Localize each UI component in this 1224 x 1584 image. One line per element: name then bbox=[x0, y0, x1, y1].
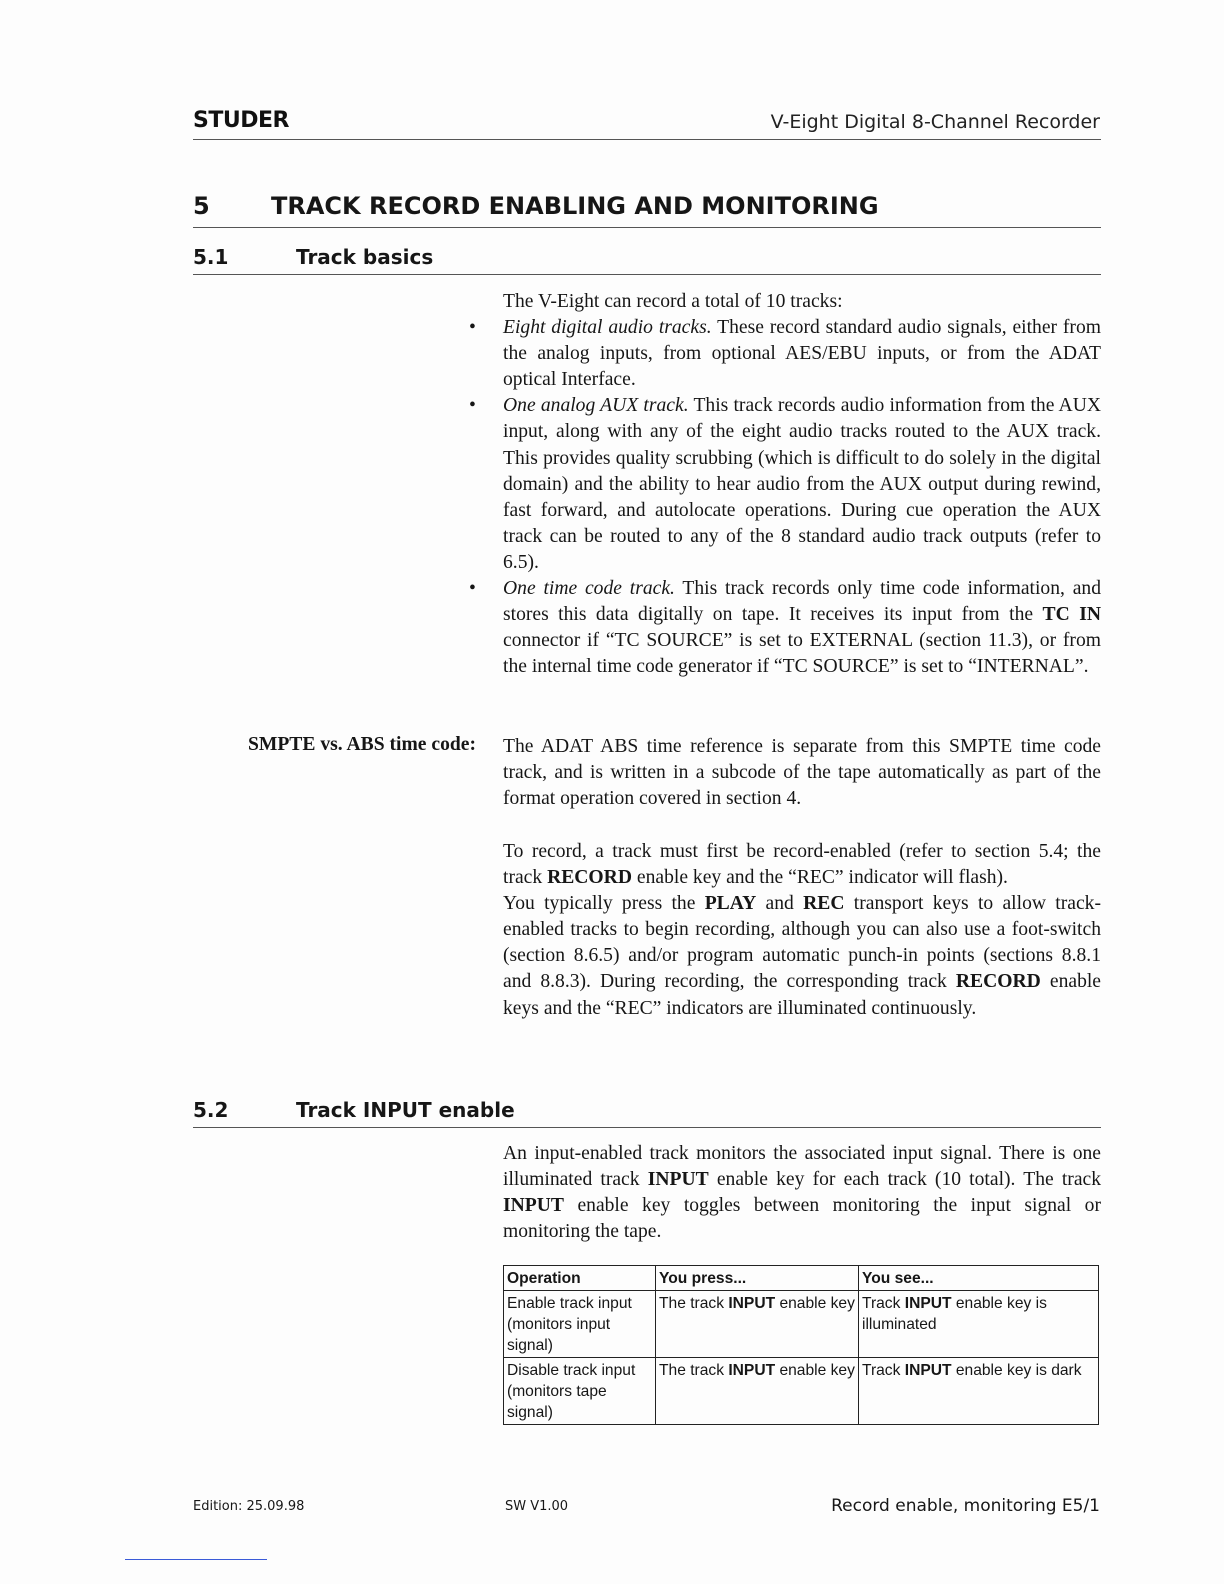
text: enable key toggles between monitoring the input signal or monitoring the tape. bbox=[503, 1195, 1101, 1243]
bullet-text: These record standard audio signals, either from the analog inputs, from optional AES/EBU inputs, or from the ADAT optical Interface. bbox=[503, 317, 1101, 391]
text: enable key is dark bbox=[951, 1362, 1082, 1379]
keyword: INPUT bbox=[728, 1295, 776, 1312]
record-paragraph-1 bbox=[503, 839, 1101, 891]
text: (monitors input signal) bbox=[507, 1316, 611, 1354]
keyword: REC bbox=[803, 893, 845, 915]
text: You typically press the bbox=[503, 893, 705, 915]
text: enable key is illuminated bbox=[862, 1295, 1047, 1333]
chapter-number: 5 bbox=[193, 192, 210, 220]
bullet-text: This track records audio information from the AUX input, along with any of the eight audio tracks routed to the AUX track. This provides quality scrubbing (which is difficult to do solely in the digital domain) and the ability to hear audio from the AUX output during rewind, fast forward, and autolocate operations. During cue operation the AUX track can be routed to any of the 8 standard audio track outputs (refer to 6.5). bbox=[503, 395, 1101, 573]
header-rule bbox=[193, 139, 1101, 140]
text: Track bbox=[862, 1362, 905, 1379]
column-header: Operation bbox=[504, 1266, 656, 1291]
section-title: Track basics bbox=[296, 245, 434, 269]
bullet-text: This track records only time code information, and stores this data digitally on tape. It receives its input from the bbox=[503, 578, 1101, 626]
bullet-lead: One analog AUX track. bbox=[503, 395, 689, 417]
list-item bbox=[469, 393, 1101, 576]
keyword: RECORD bbox=[955, 971, 1041, 993]
footer-sw-version: SW V1.00 bbox=[505, 1499, 569, 1514]
text: and bbox=[756, 893, 804, 915]
intro-paragraph: The V-Eight can record a total of 10 tracks: bbox=[503, 291, 843, 312]
text: The track bbox=[659, 1362, 729, 1379]
section-heading-5-1 bbox=[193, 245, 433, 269]
keyword: INPUT bbox=[728, 1362, 776, 1379]
bullet-lead: Eight digital audio tracks. bbox=[503, 317, 712, 339]
text: enable keys and the “REC” indicators are illuminated continuously. bbox=[503, 971, 1102, 1019]
document-title: V-Eight Digital 8-Channel Recorder bbox=[770, 111, 1100, 133]
text: To record, a track must first be record-enabled (refer to section 5.4; the track bbox=[503, 841, 1101, 889]
column-header: You press... bbox=[656, 1266, 859, 1291]
bullet-icon: • bbox=[469, 317, 476, 339]
press-cell bbox=[656, 1358, 859, 1425]
track-list bbox=[469, 315, 1101, 680]
section-rule bbox=[193, 1127, 1101, 1128]
see-cell bbox=[859, 1358, 1099, 1425]
bullet-bold: TC IN bbox=[1042, 604, 1101, 626]
text: An input-enabled track monitors the associated input signal. There is one illuminated track bbox=[503, 1143, 1101, 1191]
section-title: Track INPUT enable bbox=[296, 1098, 515, 1122]
keyword: RECORD bbox=[547, 867, 632, 889]
section-rule bbox=[193, 274, 1101, 275]
text: Enable track input bbox=[507, 1295, 632, 1312]
smpte-side-label: SMPTE vs. ABS time code: bbox=[247, 734, 476, 755]
keyword: INPUT bbox=[904, 1295, 952, 1312]
keyword: INPUT bbox=[904, 1362, 952, 1379]
footer-page: Record enable, monitoring E5/1 bbox=[831, 1496, 1100, 1516]
bullet-icon: • bbox=[469, 395, 476, 417]
bullet-text: connector if “TC SOURCE” is set to EXTERNAL (section 11.3), or from the internal time code generator if “TC SOURCE” is set to “INTERNAL”. bbox=[503, 630, 1101, 678]
track-basics-body bbox=[469, 289, 1101, 680]
footer-edition: Edition: 25.09.98 bbox=[193, 1499, 305, 1514]
operation-cell bbox=[504, 1358, 656, 1425]
abs-text: The ADAT ABS time reference is separate from this SMPTE time code track, and is written in a subcode of the tape automatically as part of the format operation covered in section 4. bbox=[503, 736, 1101, 810]
keyword: PLAY bbox=[704, 893, 757, 915]
column-header: You see... bbox=[859, 1266, 1099, 1291]
section-number: 5.1 bbox=[193, 245, 229, 269]
abs-paragraph bbox=[503, 734, 1101, 812]
text: enable key and the “REC” indicator will flash). bbox=[631, 867, 1008, 889]
text: enable key for each track (10 total). The track bbox=[708, 1169, 1102, 1191]
text: Disable track input bbox=[507, 1362, 636, 1379]
text: Track bbox=[862, 1295, 905, 1312]
bullet-lead: One time code track. bbox=[503, 578, 675, 600]
operations-table bbox=[503, 1265, 1099, 1425]
bottom-rule bbox=[125, 1559, 267, 1560]
studer-logo: STUDER bbox=[193, 108, 289, 133]
press-cell bbox=[656, 1291, 859, 1358]
text: (monitors tape signal) bbox=[507, 1383, 607, 1421]
list-item bbox=[469, 576, 1101, 680]
chapter-title: TRACK RECORD ENABLING AND MONITORING bbox=[271, 192, 879, 220]
table-row bbox=[504, 1291, 1099, 1358]
section-number: 5.2 bbox=[193, 1098, 229, 1122]
see-cell bbox=[859, 1291, 1099, 1358]
text: enable key bbox=[775, 1362, 855, 1379]
text: transport keys to allow track-enabled tracks to begin recording, although you can also use a foot-switch (section 8.6.5) and/or program automatic punch-in points (sections 8.8.1 and 8.8.3). During recording, the corresponding track bbox=[503, 893, 1101, 993]
input-paragraph bbox=[503, 1141, 1101, 1245]
text: enable key bbox=[775, 1295, 855, 1312]
input-enable-body bbox=[503, 1141, 1101, 1245]
list-item bbox=[469, 315, 1101, 393]
chapter-heading bbox=[193, 192, 879, 220]
table-row bbox=[504, 1358, 1099, 1425]
keyword: INPUT bbox=[503, 1195, 564, 1217]
table-header-row bbox=[504, 1266, 1099, 1291]
bullet-icon: • bbox=[469, 578, 476, 600]
text: The track bbox=[659, 1295, 729, 1312]
operation-cell bbox=[504, 1291, 656, 1358]
record-body bbox=[503, 839, 1101, 1022]
chapter-rule bbox=[193, 227, 1101, 228]
section-heading-5-2 bbox=[193, 1098, 515, 1122]
keyword: INPUT bbox=[647, 1169, 709, 1191]
record-paragraph-2 bbox=[503, 891, 1101, 1021]
